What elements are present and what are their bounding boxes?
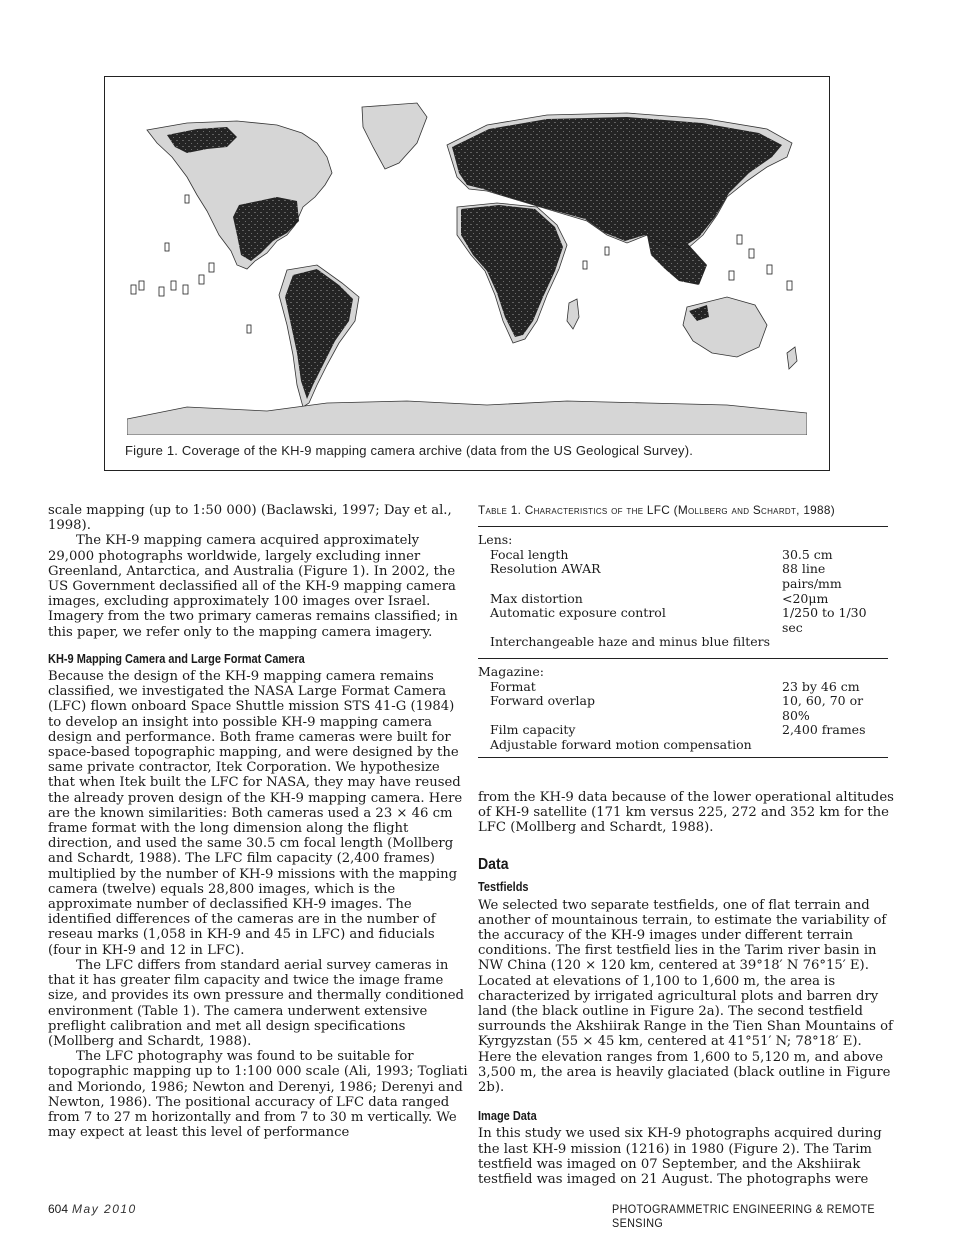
table-row: Interchangeable haze and minus blue filters [490,634,771,650]
table-group-lens [478,527,888,654]
paragraph: scale mapping (up to 1:50 000) (Baclawski, 1997; Day et al., 1998). [48,503,452,534]
left-column [48,503,468,1140]
section-heading: KH-9 Mapping Camera and Large Format Camera [48,651,305,666]
figure-1 [104,76,830,471]
table-row: Automatic exposure control 1/250 to 1/30 sec [490,605,867,635]
paragraph: The LFC photography was found to be suitable for topographic mapping up to 1:100 000 scale (Ali, 1993; Togliati and Moriondo, 1986; Newton and Derenyi, 1986; Derenyi and Newton, 1986). The positional accuracy of LFC data ranged from 7 to 27 m horizontally and from 7 to 30 m vertically. We may expect at least this level of performance [48,1049,468,1141]
paragraph: We selected two separate testfields, one of flat terrain and another of mountainous terrain, to estimate the variability of the accuracy of the KH-9 images under different terrain conditions. The first testfield lies in the Tarim river basin in NW China (120 × 120 km, centered at 39°18′ N 76°15′ E). Located at elevations of 1,100 to 1,600 m, the area is characterized by irrigated agricultural plots and barren dry land (the black outline in Figure 2a). The second testfield surrounds the Akshiirak Range in the Tien Shan Mountains of Kyrgyzstan (55 × 45 km, centered at 41°51′ N; 78°18′ E). Here the elevation ranges from 1,600 to 5,120 m, and above 3,500 m, the area is heavily glaciated (black outline in Figure 2b). [478,897,893,1095]
journal-name: PHOTOGRAMMETRIC ENGINEERING & REMOTE SENSING [612,1202,875,1230]
table-row: Resolution AWAR 88 line pairs/mm [490,561,842,591]
figure-caption: Figure 1. Coverage of the KH-9 mapping camera archive (data from the US Geological Survey). [125,443,694,458]
table-row: Forward overlap 10, 60, 70 or 80% [490,693,864,723]
world-coverage-map [127,85,807,435]
table-group-title: Lens: [478,532,513,548]
table-row: Focal length 30.5 cm [490,546,833,562]
page-number: 604 [48,1202,69,1216]
subsection-heading: Testfields [478,880,529,895]
table-1 [478,503,888,758]
paragraph: The LFC differs from standard aerial survey cameras in that it has greater film capacity and twice the image frame size, and provides its own pressure and thermally conditioned environment (Table 1). The camera underwent extensive preflight calibration and met all design specifications (Mollberg and Schardt, 1988). [48,957,464,1049]
table-title: Table 1. Characteristics of the LFC (Mollberg and Schardt, 1988) [478,503,835,517]
table-group-title: Magazine: [478,663,544,679]
paragraph: In this study we used six KH-9 photographs acquired during the last KH-9 mission (1216) in 1980 (Figure 2). The Tarim testfield was imaged on 07 September, and the Akshiirak testfield was imaged on 21 August. The photographs were [478,1126,882,1187]
table-row: Adjustable forward motion compensation [490,736,752,752]
table-row: Max distortion <20μm [490,590,829,606]
table-row: Film capacity 2,400 frames [490,722,866,738]
paragraph: from the KH-9 data because of the lower operational altitudes of KH-9 satellite (171 km versus 225, 272 and 352 km for the LFC (Mollberg and Schardt, 1988). [478,789,894,835]
issue-date: May 2010 [72,1202,137,1216]
table-group-magazine [478,659,888,757]
right-column [478,503,898,1187]
subsection-heading: Image Data [478,1109,537,1124]
footer-left [48,1202,137,1216]
paragraph: Because the design of the KH-9 mapping camera remains classified, we investigated the NASA Large Format Camera (LFC) flown onboard Space Shuttle mission STS 41-G (1984) to develop an insight into possible KH-9 mapping camera design and performance. Both frame cameras were built for space-based topographic mapping, and were designed by the same private contractor, Itek Corporation. We hypothesize that when Itek built the LFC for NASA, they may have reused the already proven design of the KH-9 mapping camera. Here are the known similarities: Both cameras used a 23 × 46 cm frame format with the long dimension along the flight direction, and used the same 30.5 cm focal length (Mollberg and Schardt, 1988). The LFC film capacity (2,400 frames) multiplied by the number of KH-9 missions with the mapping camera (twelve) equals 28,800 images, which is the approximate number of declassified KH-9 images. The identified differences of the cameras are in the number of reseau marks (1,058 in KH-9 and 45 in LFC) and fiducials (four in KH-9 and 12 in LFC). [48,669,463,958]
paragraph: The KH-9 mapping camera acquired approximately 29,000 photographs worldwide, largely excluding inner Greenland, Antarctica, and Australia (Figure 1). In 2002, the US Government declassified all of the KH-9 mapping camera images, excluding approximately 100 images over Israel. Imagery from the two primary cameras remains classified; in this paper, we refer only to the mapping camera imagery. [48,533,458,640]
section-heading: Data [478,856,509,874]
table-row: Format 23 by 46 cm [490,678,860,694]
